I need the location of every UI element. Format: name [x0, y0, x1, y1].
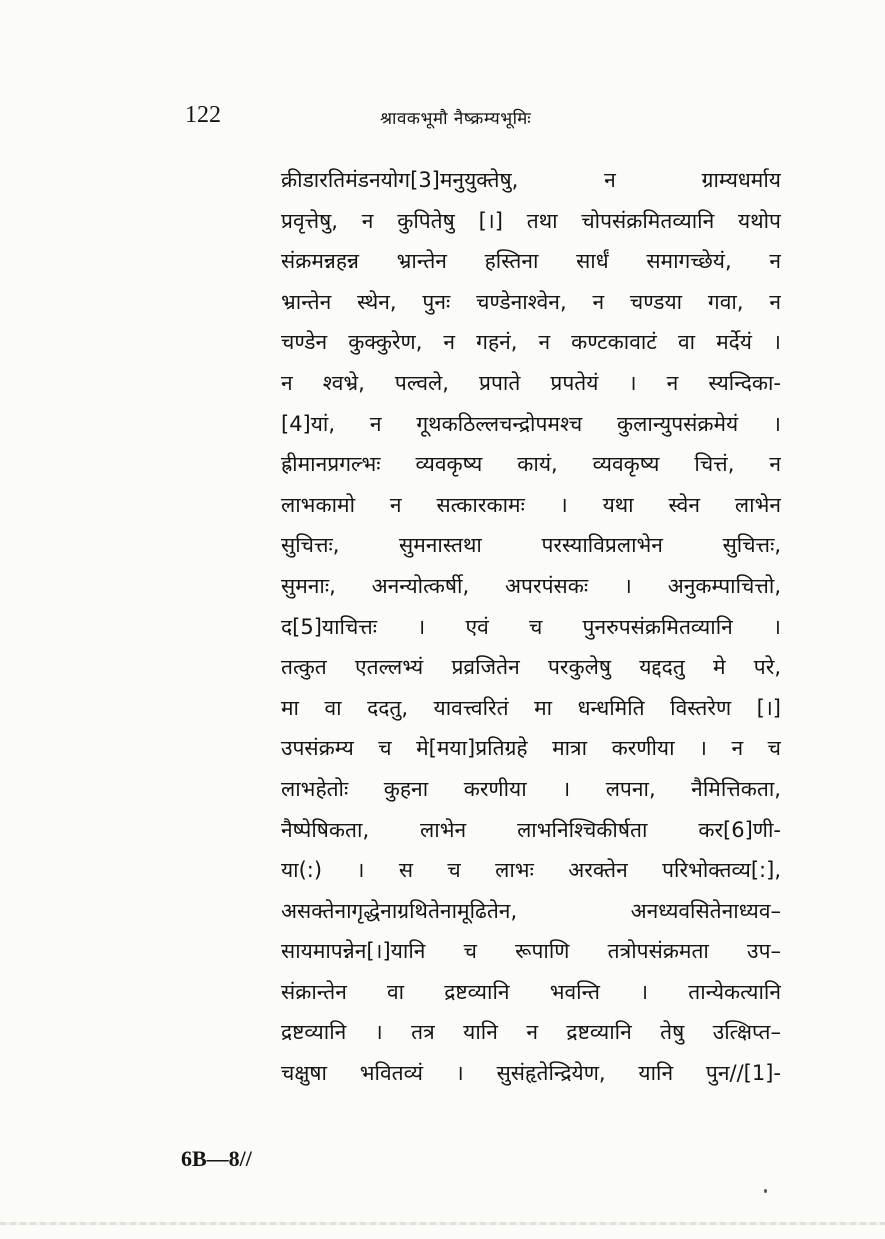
- text-line: लाभहेतोः कुहना करणीया । लपना, नैमित्तिकता,: [281, 776, 781, 801]
- page-number: 122: [185, 102, 221, 128]
- text-line: सायमापन्नेन[।]यानि च रूपाणि तत्रोपसंक्रमता उप–: [281, 939, 781, 964]
- text-line: चक्षुषा भवितव्यं । सुसंहृतेन्द्रियेण, यानि पुन//[1]-: [281, 1061, 781, 1086]
- text-line: न श्वभ्रे, पल्वले, प्रपाते प्रपतेयं । न स्यन्दिका-: [281, 370, 781, 395]
- text-line: क्रीडारतिमंडनयोग[3]मनुयुक्तेषु, न ग्राम्यधर्माय: [281, 168, 781, 192]
- text-line: नैष्पेषिकता, लाभेन लाभनिश्चिकीर्षता कर[6]णी-: [281, 817, 781, 842]
- text-line: [4]यां, न गूथकठिल्लचन्द्रोपमश्च कुलान्युपसंक्रमेयं ।: [281, 411, 781, 436]
- page-bottom-edge: [0, 1222, 885, 1225]
- text-line: असक्तेनागृद्धेनाग्रथितेनामूढितेन, अनध्यवसितेनाध्यव–: [281, 898, 781, 923]
- signature-mark: 6B—8//: [181, 1146, 252, 1171]
- text-line: सुमनाः, अनन्योत्कर्षी, अपरपंसकः । अनुकम्पाचित्तो,: [281, 573, 781, 598]
- body-text: [281, 160, 781, 1094]
- text-line: द्रष्टव्यानि । तत्र यानि न द्रष्टव्यानि तेषु उत्क्षिप्त–: [281, 1020, 781, 1045]
- text-line: सुचित्तः, सुमनास्तथा परस्याविप्रलाभेन सुचित्तः,: [281, 533, 781, 558]
- ink-speck: [764, 1189, 767, 1193]
- text-line: लाभकामो न सत्कारकामः । यथा स्वेन लाभेन: [281, 492, 781, 517]
- text-line: तत्कुत एतल्लभ्यं प्रव्रजितेन परकुलेषु यद्ददतु मे परे,: [281, 655, 781, 680]
- text-line: उपसंक्रम्य च मे[मया]प्रतिग्रहे मात्रा करणीया । न च: [281, 736, 781, 761]
- text-line: द[5]याचित्तः । एवं च पुनरुपसंक्रमितव्यानि ।: [281, 614, 781, 639]
- text-line: ह्रीमानप्रगल्भः व्यवकृष्य कायं, व्यवकृष्य चित्तं, न: [281, 452, 781, 477]
- text-line: मा वा ददतु, यावत्त्वरितं मा धन्धमिति विस्तरेण [।]: [281, 695, 781, 720]
- running-head: श्रावकभूमौ नैष्क्रम्यभूमिः: [380, 109, 532, 129]
- text-line: संक्रान्तेन वा द्रष्टव्यानि भवन्ति । तान्येकत्यानि: [281, 979, 781, 1004]
- text-line: प्रवृत्तेषु, न कुपितेषु [।] तथा चोपसंक्रमितव्यानि यथोप: [281, 208, 781, 233]
- text-line: या(:) । स च लाभः अरक्तेन परिभोक्तव्य[:],: [281, 858, 781, 883]
- text-line: चण्डेन कुक्कुरेण, न गहनं, न कण्टकावाटं वा मर्देयं ।: [281, 330, 781, 355]
- text-line: संक्रमन्नहन्न भ्रान्तेन हस्तिना सार्धं समागच्छेयं, न: [281, 249, 781, 274]
- text-line: भ्रान्तेन स्थेन, पुनः चण्डेनाश्वेन, न चण्डया गवा, न: [281, 289, 781, 314]
